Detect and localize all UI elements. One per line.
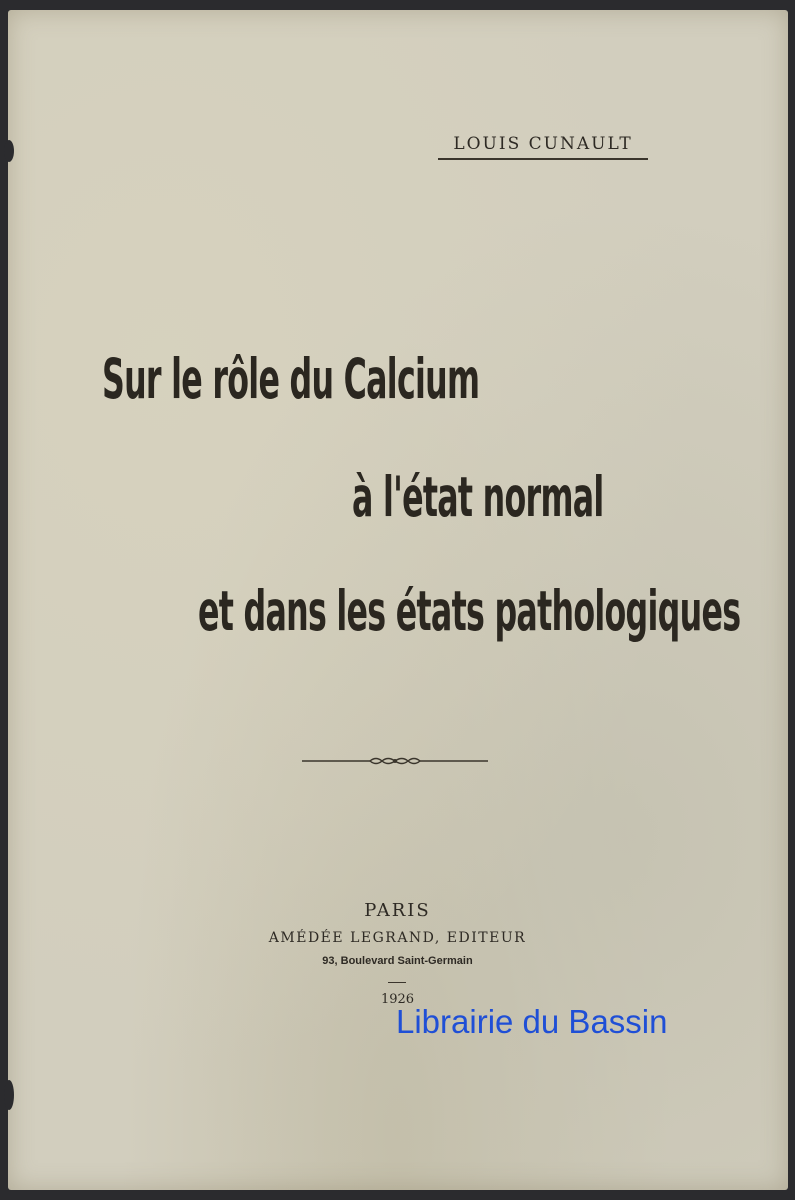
edge-tear <box>4 1080 14 1110</box>
edge-tear <box>4 140 14 162</box>
publication-city: PARIS <box>364 900 431 921</box>
publisher-address: 93, Boulevard Saint-Germain <box>322 955 473 967</box>
author-name: LOUIS CUNAULT <box>438 134 648 160</box>
title-line-1: Sur le rôle du Calcium <box>102 348 480 412</box>
title-line-2: à l'état normal <box>352 466 604 530</box>
ornament-divider <box>300 752 490 770</box>
publisher-name: AMÉDÉE LEGRAND, EDITEUR <box>268 930 527 946</box>
watermark-text: Librairie du Bassin <box>396 1003 668 1040</box>
publication-year: 1926 <box>380 992 415 1007</box>
title-line-3: et dans les états pathologiques <box>198 580 741 644</box>
divider-dash <box>388 982 406 983</box>
